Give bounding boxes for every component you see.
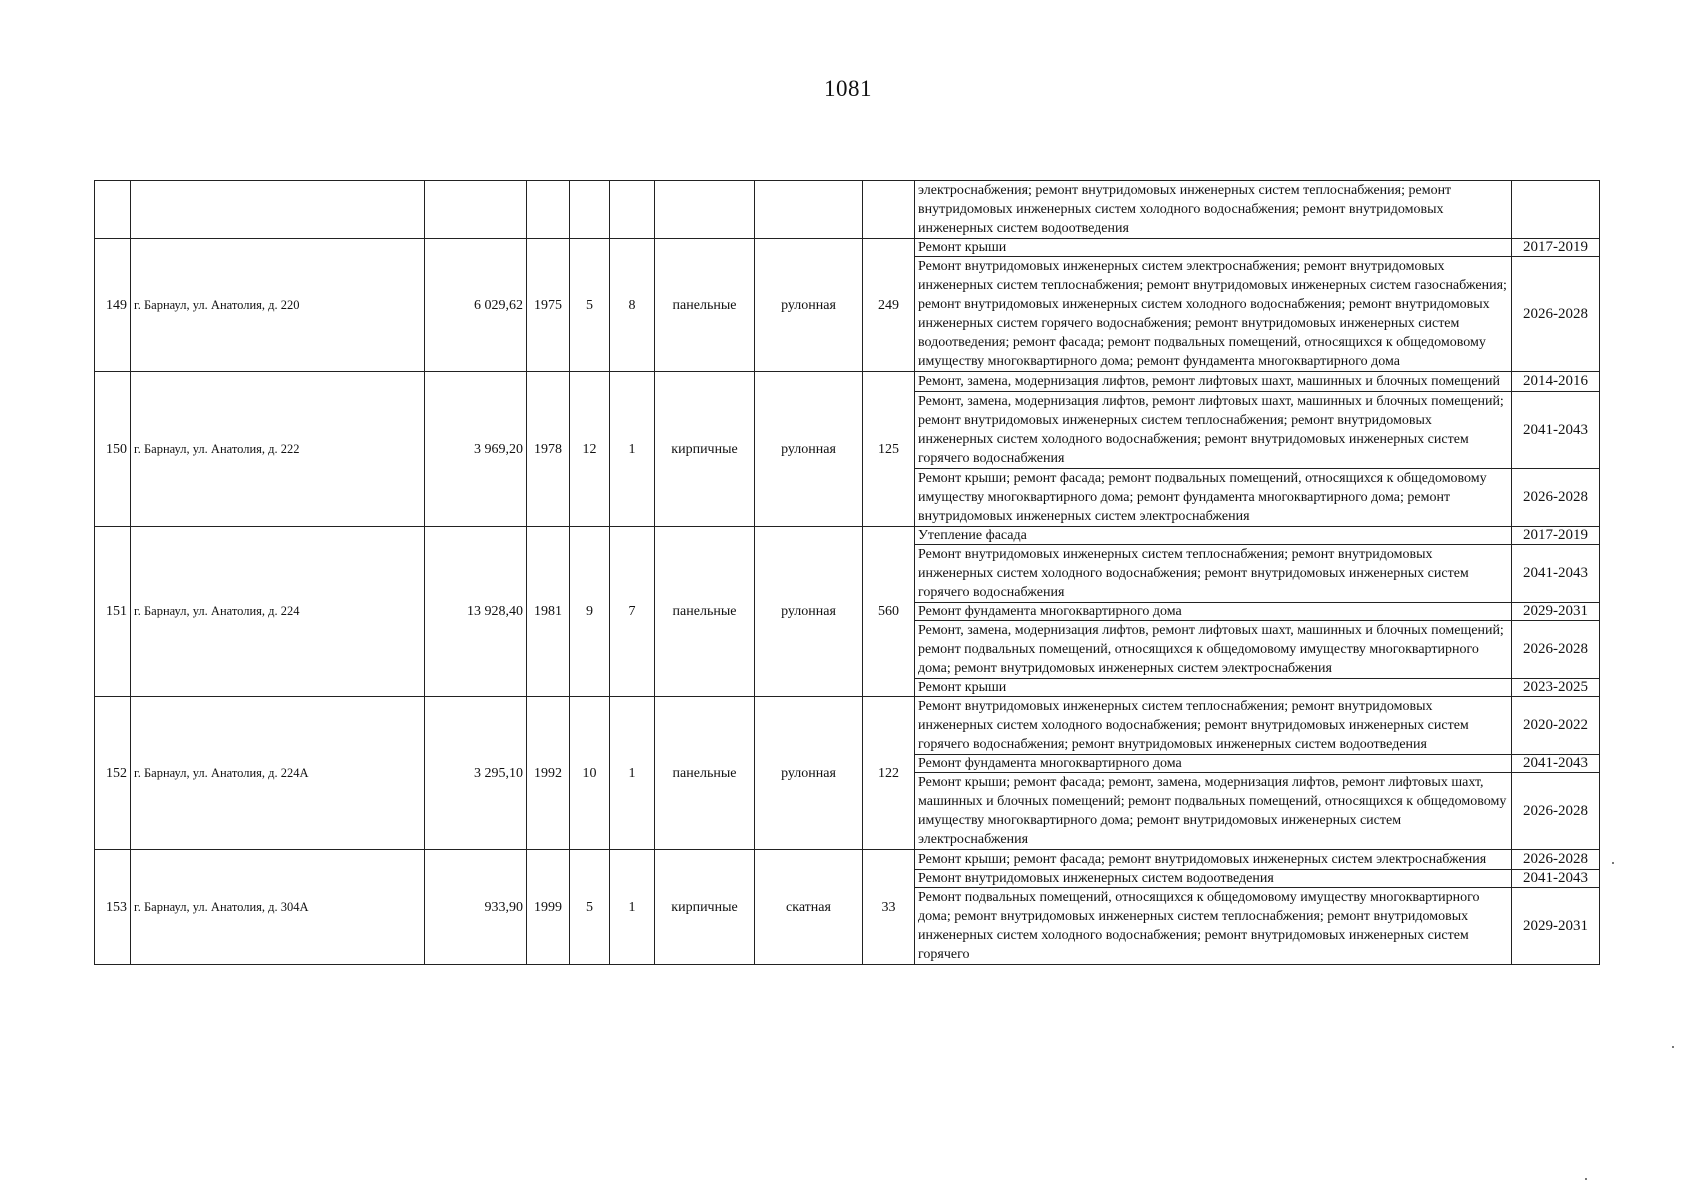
work-period: 2026-2028 — [1512, 257, 1600, 372]
work-description: Ремонт фундамента многоквартирного дома — [915, 603, 1512, 621]
continuation-row — [95, 181, 1600, 239]
entrances-cell: 1 — [610, 697, 655, 850]
work-period: 2014-2016 — [1512, 372, 1600, 392]
row-number: 150 — [95, 372, 131, 527]
roof-type-cell: рулонная — [755, 697, 863, 850]
empty-cell — [655, 181, 755, 239]
floors-cell: 5 — [570, 850, 610, 965]
work-period: 2026-2028 — [1512, 773, 1600, 850]
roof-type-cell: рулонная — [755, 372, 863, 527]
work-description: Ремонт внутридомовых инженерных систем электроснабжения; ремонт внутридомовых инженерных систем теплоснабжения; ремонт внутридомовых инженерных систем газоснабжения; ремонт внутридомовых инженерных систем холодного водоснабжения; ремонт внутридомовых инженерных систем горячего водоснабжения; ремонт внутридомовых инженерных систем водоотведения; ремонт фасада; ремонт подвальных помещений, относящихся к общедомовому имуществу многоквартирного дома; ремонт фундамента многоквартирного дома — [915, 257, 1512, 372]
wall-material-cell: панельные — [655, 239, 755, 372]
wall-material-cell: панельные — [655, 527, 755, 697]
empty-cell — [425, 181, 527, 239]
work-description: Ремонт внутридомовых инженерных систем теплоснабжения; ремонт внутридомовых инженерных систем холодного водоснабжения; ремонт внутридомовых инженерных систем горячего водоснабжения — [915, 545, 1512, 603]
roof-type-cell: скатная — [755, 850, 863, 965]
work-period: 2017-2019 — [1512, 527, 1600, 545]
wall-material-cell: кирпичные — [655, 372, 755, 527]
page-number: 1081 — [824, 76, 872, 101]
work-period: 2029-2031 — [1512, 888, 1600, 965]
area-cell: 6 029,62 — [425, 239, 527, 372]
residents-cell: 249 — [863, 239, 915, 372]
address-cell: г. Барнаул, ул. Анатолия, д. 304А — [131, 850, 425, 965]
empty-cell — [610, 181, 655, 239]
floors-cell: 12 — [570, 372, 610, 527]
entrances-cell: 8 — [610, 239, 655, 372]
year-cell: 1992 — [527, 697, 570, 850]
work-period: 2026-2028 — [1512, 621, 1600, 679]
row-number: 153 — [95, 850, 131, 965]
work-description: Ремонт крыши — [915, 239, 1512, 257]
year-cell: 1999 — [527, 850, 570, 965]
work-description: Ремонт, замена, модернизация лифтов, ремонт лифтовых шахт, машинных и блочных помещений; ремонт внутридомовых инженерных систем теплоснабжения; ремонт внутридомовых инженерных систем холодного водоснабжения; ремонт внутридомовых инженерных систем горячего водоснабжения — [915, 392, 1512, 469]
work-description: Ремонт крыши — [915, 679, 1512, 697]
empty-cell — [95, 181, 131, 239]
capital-repair-table — [94, 180, 1600, 965]
residents-cell: 122 — [863, 697, 915, 850]
table-row — [95, 372, 1600, 392]
work-description: Ремонт крыши; ремонт фасада; ремонт подвальных помещений, относящихся к общедомовому имуществу многоквартирного дома; ремонт фундамента многоквартирного дома; ремонт внутридомовых инженерных систем электроснабжения — [915, 469, 1512, 527]
scan-speck — [1585, 1178, 1587, 1180]
work-description: Ремонт, замена, модернизация лифтов, ремонт лифтовых шахт, машинных и блочных помещений — [915, 372, 1512, 392]
work-period: 2041-2043 — [1512, 755, 1600, 773]
empty-cell — [527, 181, 570, 239]
year-cell: 1975 — [527, 239, 570, 372]
work-period: 2041-2043 — [1512, 870, 1600, 888]
empty-cell — [755, 181, 863, 239]
area-cell: 3 295,10 — [425, 697, 527, 850]
work-period: 2041-2043 — [1512, 545, 1600, 603]
table-row — [95, 850, 1600, 870]
floors-cell: 10 — [570, 697, 610, 850]
scan-speck — [1672, 1046, 1674, 1048]
empty-cell — [1512, 181, 1600, 239]
residents-cell: 125 — [863, 372, 915, 527]
work-description: Ремонт крыши; ремонт фасада; ремонт, замена, модернизация лифтов, ремонт лифтовых шахт, машинных и блочных помещений; ремонт подвальных помещений, относящихся к общедомовому имуществу многоквартирного дома; ремонт внутридомовых инженерных систем электроснабжения — [915, 773, 1512, 850]
wall-material-cell: панельные — [655, 697, 755, 850]
area-cell: 933,90 — [425, 850, 527, 965]
residents-cell: 560 — [863, 527, 915, 697]
area-cell: 3 969,20 — [425, 372, 527, 527]
address-cell: г. Барнаул, ул. Анатолия, д. 224 — [131, 527, 425, 697]
address-cell: г. Барнаул, ул. Анатолия, д. 220 — [131, 239, 425, 372]
work-period: 2017-2019 — [1512, 239, 1600, 257]
floors-cell: 5 — [570, 239, 610, 372]
work-period: 2026-2028 — [1512, 850, 1600, 870]
work-description: Ремонт внутридомовых инженерных систем водоотведения — [915, 870, 1512, 888]
residents-cell: 33 — [863, 850, 915, 965]
scan-speck — [1612, 862, 1614, 864]
work-period: 2041-2043 — [1512, 392, 1600, 469]
row-number: 149 — [95, 239, 131, 372]
empty-cell — [131, 181, 425, 239]
row-number: 151 — [95, 527, 131, 697]
work-description: Ремонт крыши; ремонт фасада; ремонт внутридомовых инженерных систем электроснабжения — [915, 850, 1512, 870]
work-description: Ремонт, замена, модернизация лифтов, ремонт лифтовых шахт, машинных и блочных помещений; ремонт подвальных помещений, относящихся к общедомовому имуществу многоквартирного дома; ремонт внутридомовых инженерных систем электроснабжения — [915, 621, 1512, 679]
work-description: Ремонт фундамента многоквартирного дома — [915, 755, 1512, 773]
row-number: 152 — [95, 697, 131, 850]
work-period: 2020-2022 — [1512, 697, 1600, 755]
table-row — [95, 697, 1600, 755]
work-period: 2029-2031 — [1512, 603, 1600, 621]
entrances-cell: 1 — [610, 372, 655, 527]
year-cell: 1981 — [527, 527, 570, 697]
area-cell: 13 928,40 — [425, 527, 527, 697]
work-description: электроснабжения; ремонт внутридомовых инженерных систем теплоснабжения; ремонт внутридомовых инженерных систем холодного водоснабжения; ремонт внутридомовых инженерных систем водоотведения — [915, 181, 1512, 239]
roof-type-cell: рулонная — [755, 239, 863, 372]
floors-cell: 9 — [570, 527, 610, 697]
work-description: Утепление фасада — [915, 527, 1512, 545]
work-description: Ремонт подвальных помещений, относящихся к общедомовому имуществу многоквартирного дома; ремонт внутридомовых инженерных систем теплоснабжения; ремонт внутридомовых инженерных систем холодного водоснабжения; ремонт внутридомовых инженерных систем горячего — [915, 888, 1512, 965]
roof-type-cell: рулонная — [755, 527, 863, 697]
work-period: 2023-2025 — [1512, 679, 1600, 697]
table-row — [95, 239, 1600, 257]
entrances-cell: 7 — [610, 527, 655, 697]
year-cell: 1978 — [527, 372, 570, 527]
wall-material-cell: кирпичные — [655, 850, 755, 965]
empty-cell — [570, 181, 610, 239]
address-cell: г. Барнаул, ул. Анатолия, д. 222 — [131, 372, 425, 527]
work-description: Ремонт внутридомовых инженерных систем теплоснабжения; ремонт внутридомовых инженерных систем холодного водоснабжения; ремонт внутридомовых инженерных систем горячего водоснабжения; ремонт внутридомовых инженерных систем водоотведения — [915, 697, 1512, 755]
work-period: 2026-2028 — [1512, 469, 1600, 527]
entrances-cell: 1 — [610, 850, 655, 965]
address-cell: г. Барнаул, ул. Анатолия, д. 224А — [131, 697, 425, 850]
empty-cell — [863, 181, 915, 239]
table-row — [95, 527, 1600, 545]
